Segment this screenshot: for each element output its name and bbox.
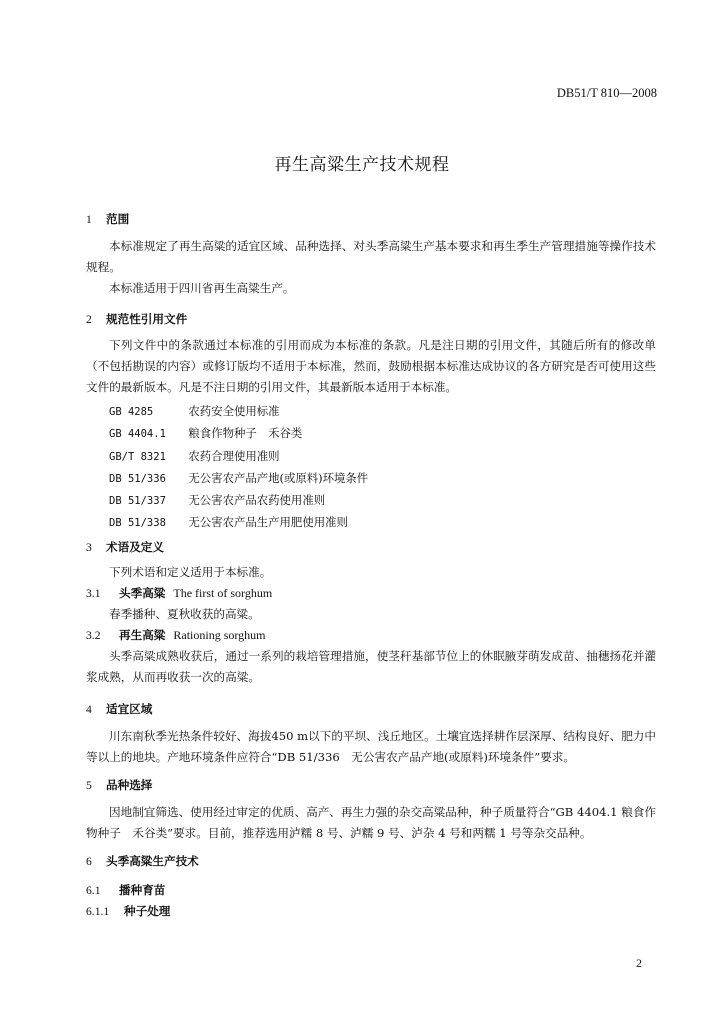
reference-name: 无公害农产品生产用肥使用准则 bbox=[188, 515, 348, 530]
reference-name: 农药安全使用标准 bbox=[188, 404, 280, 418]
subsection-title: 种子处理 bbox=[124, 904, 171, 918]
paragraph: 本标准适用于四川省再生高粱生产。 bbox=[109, 281, 295, 295]
paragraph: 下列文件中的条款通过本标准的引用而成为本标准的条款。凡是注日期的引用文件，其随后所有的修改单（不包括勘误的内容）或修订版均不适用于本标准，然而，鼓励根据本标准达成协议的各方研究是否可使用这些文件的最新版本。凡是不注日期的引用文件，其最新版本适用于本标准。 bbox=[86, 338, 656, 394]
term-number: 3.1 bbox=[86, 587, 101, 600]
reference-code: GB/T 8321 bbox=[109, 450, 166, 463]
term-number: 3.2 bbox=[86, 629, 101, 642]
reference-name: 农药合理使用准则 bbox=[188, 448, 280, 463]
section-heading bbox=[86, 775, 656, 796]
reference-code: GB 4404.1 bbox=[109, 428, 166, 441]
section-number: 1 bbox=[86, 213, 92, 226]
section-4 bbox=[86, 699, 656, 768]
section-heading bbox=[86, 851, 656, 872]
term-heading bbox=[86, 625, 656, 646]
term-name: 再生高粱 bbox=[119, 628, 166, 642]
section-1 bbox=[86, 209, 656, 299]
term-definition: 头季高粱成熟收获后，通过一系列的栽培管理措施，使茎秆基部节位上的休眠腋芽萌发成苗、抽穗扬花并灌浆成熟，从而再收获一次的高粱。 bbox=[86, 649, 656, 684]
subsection-heading bbox=[86, 880, 656, 901]
section-title: 术语及定义 bbox=[106, 540, 164, 554]
section-number: 4 bbox=[86, 703, 92, 716]
reference-item bbox=[86, 490, 656, 512]
section-number: 2 bbox=[86, 313, 92, 326]
paragraph: 下列术语和定义适用于本标准。 bbox=[109, 565, 272, 579]
section-heading bbox=[86, 209, 656, 230]
section-heading bbox=[86, 699, 656, 720]
page-number: 2 bbox=[636, 956, 642, 970]
paragraph: 川东南秋季光热条件较好、海拔450 m以下的平坝、浅丘地区。土壤宜选择耕作层深厚、结构良好、肥力中等以上的地块。产地环境条件应符合“DB 51/336 无公害农产品产地(或原料)环境条件”要求。 bbox=[86, 729, 656, 764]
section-title: 规范性引用文件 bbox=[106, 312, 188, 326]
reference-item bbox=[86, 446, 656, 468]
section-5 bbox=[86, 775, 656, 844]
subsection-title: 播种育苗 bbox=[119, 883, 166, 897]
document-code: DB51/T 810—2008 bbox=[556, 86, 657, 100]
paragraph: 本标准规定了再生高粱的适宜区域、品种选择、对头季高粱生产基本要求和再生季生产管理措施等操作技术规程。 bbox=[86, 239, 656, 274]
reference-code: GB 4285 bbox=[109, 406, 154, 418]
subsection-number: 6.1 bbox=[86, 884, 101, 897]
reference-name: 粮食作物种子 禾谷类 bbox=[188, 426, 303, 441]
term-english: The first of sorghum bbox=[173, 586, 273, 600]
subsection-number: 6.1.1 bbox=[86, 905, 110, 918]
section-heading bbox=[86, 537, 656, 558]
reference-code: DB 51/337 bbox=[109, 495, 166, 508]
section-title: 适宜区域 bbox=[106, 702, 153, 716]
reference-item bbox=[86, 468, 656, 490]
section-title: 头季高粱生产技术 bbox=[106, 854, 199, 868]
section-2 bbox=[86, 309, 656, 535]
term-heading bbox=[86, 583, 656, 604]
section-number: 6 bbox=[86, 855, 92, 868]
term-definition: 春季播种、夏秋收获的高粱。 bbox=[109, 607, 260, 621]
reference-item bbox=[86, 423, 656, 445]
document-title: 再生高粱生产技术规程 bbox=[274, 155, 450, 175]
section-6 bbox=[86, 851, 656, 922]
term-english: Rationing sorghum bbox=[173, 628, 266, 642]
subsection-heading bbox=[86, 901, 656, 922]
section-title: 范围 bbox=[106, 212, 130, 226]
section-number: 3 bbox=[86, 541, 92, 554]
reference-name: 无公害农产品产地(或原料)环境条件 bbox=[188, 470, 369, 485]
reference-item bbox=[86, 512, 656, 534]
section-number: 5 bbox=[86, 779, 92, 792]
reference-name: 无公害农产品农药使用准则 bbox=[188, 493, 326, 508]
reference-code: DB 51/338 bbox=[109, 517, 166, 530]
paragraph: 因地制宜筛选、使用经过审定的优质、高产、再生力强的杂交高粱品种，种子质量符合“GB 4404.1 粮食作物种子 禾谷类”要求。目前，推荐选用泸糯 8 号、泸糯 9 号、泸杂 4 号和两糯 1 号等杂交品种。 bbox=[86, 805, 656, 840]
reference-item bbox=[86, 401, 656, 423]
reference-code: DB 51/336 bbox=[109, 472, 166, 485]
section-title: 品种选择 bbox=[106, 778, 153, 792]
section-heading bbox=[86, 309, 656, 330]
term-name: 头季高粱 bbox=[119, 586, 166, 600]
section-3 bbox=[86, 537, 656, 688]
